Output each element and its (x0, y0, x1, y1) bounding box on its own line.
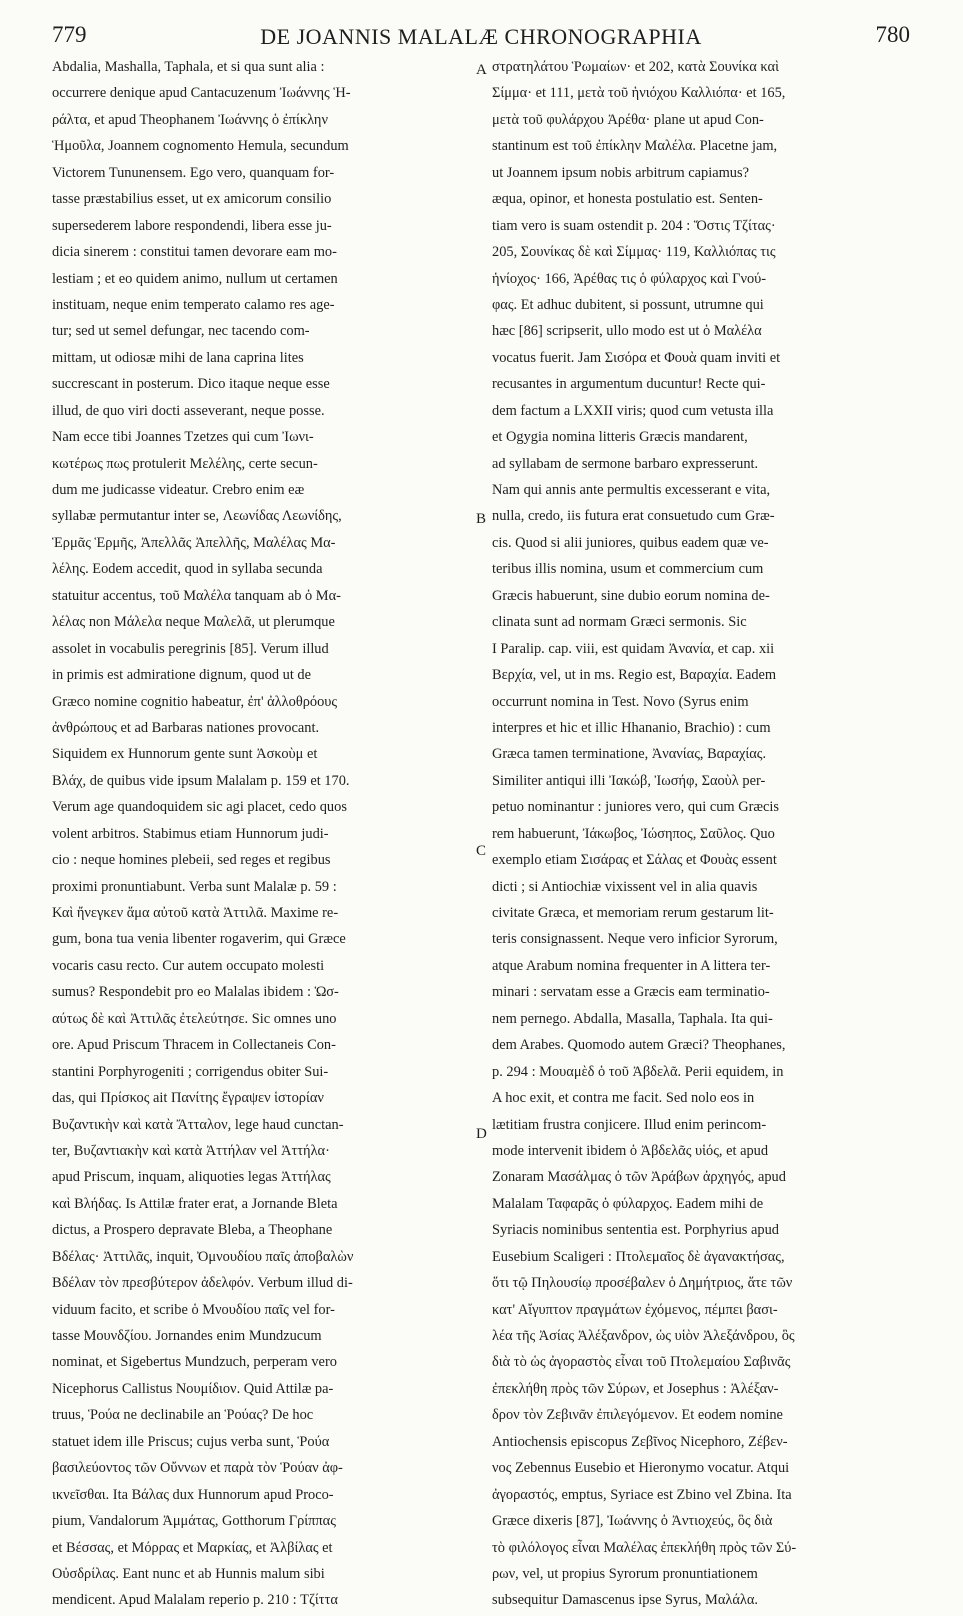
text-line: minari : servatam esse a Græcis eam terminatio- (492, 984, 770, 1001)
text-line: das, qui Πρίσκος ait Πανίτης ἔγραψεν ἱστορίαν (52, 1090, 324, 1107)
text-line: dem factum a LXXII viris; quod cum vetusta illa (492, 402, 774, 419)
text-line: supersederem labore respondendi, libera esse ju- (52, 217, 332, 234)
text-line: clinata sunt ad normam Græci sermonis. Sic (492, 614, 747, 631)
text-line: Ἡμοῦλα, Joannem cognomento Hemula, secundum (52, 138, 349, 155)
text-line: tur; sed ut semel defungar, nec tacendo com- (52, 323, 310, 340)
page-header (52, 8, 910, 56)
text-line: Siquidem ex Hunnorum gente sunt Ἀσκοὺμ et (52, 746, 318, 763)
text-line: mendicent. Apud Malalam reperio p. 210 : Τζίττα (52, 1592, 338, 1609)
text-line: Verum age quandoquidem sic agi placet, cedo quos (52, 799, 347, 816)
text-line: Nam qui annis ante permultis excesserant e vita, (492, 482, 771, 498)
text-line: Græco nomine cognitio habeatur, ἐπ' ἀλλοθρόους (52, 693, 338, 710)
text-line: gum, bona tua venia libenter rogaverim, qui Græce (52, 931, 346, 948)
text-line: ut Joannem ipsum nobis arbitrum capiamus? (492, 164, 749, 181)
page-number-right: 780 (875, 22, 910, 47)
text-line: cis. Quod si alii juniores, quibus eadem quæ ve- (492, 534, 769, 551)
text-line: viduum facito, et scribe ὁ Μνουδίου παῖς vel for- (52, 1301, 335, 1318)
text-line: ἀνθρώπους et ad Barbaras nationes provocant. (52, 719, 320, 736)
text-line: Græcis habuerunt, sine dubio eorum nomina de- (492, 587, 770, 604)
text-line: exemplo etiam Σισάρας et Σάλας et Φουὰς essent (492, 852, 777, 869)
text-line: Similiter antiqui illi Ἰακώβ, Ἰωσήφ, Σαοὺλ per- (492, 772, 766, 789)
text-line: dum me judicasse videatur. Crebro enim eæ (52, 482, 305, 498)
text-line: pium, Vandalorum Ἀμμάτας, Gotthorum Γρίππας (52, 1513, 336, 1530)
margin-letter-a: A (476, 62, 487, 78)
text-line: sumus? Respondebit pro eo Malalas ibidem : Ὡσ- (52, 984, 339, 1001)
text-line: tasse Μουνδζίου. Jornandes enim Mundzucum (52, 1328, 322, 1344)
text-line: στρατηλάτου Ῥωμαίων· et 202, κατὰ Σουνίκα καὶ (492, 59, 779, 75)
text-line: nulla, credo, iis futura erat consuetudo cum Græ- (492, 508, 775, 525)
text-line: Victorem Tununensem. Ego vero, quanquam for- (52, 164, 335, 181)
text-line: κατ' Αἴγυπτον πραγμάτων ἐχόμενος, πέμπει βασι- (492, 1301, 778, 1318)
text-line: truus, Ῥούα ne declinabile an Ῥούας? De hoc (52, 1407, 314, 1424)
text-line: μετὰ τοῦ φυλάρχου Ἀρέθα· plane ut apud Con- (492, 111, 764, 128)
text-line: λέλης. Eodem accedit, quod in syllaba secunda (52, 561, 323, 578)
text-line: dictus, a Prospero depravate Bleba, a Theophane (52, 1222, 333, 1239)
text-line: Græca tamen terminatione, Ἀνανίας, Βαραχίας. (492, 746, 767, 763)
text-line: in primis est admiratione dignum, quod ut de (52, 667, 311, 684)
text-line: διὰ τὸ ὡς ἀγοραστὸς εἶναι τοῦ Πτολεμαίου Σαβινᾶς (492, 1354, 791, 1371)
text-line: λέλας non Μάλελα neque Μαλελᾶ, ut plerumque (52, 614, 335, 631)
text-line: mode intervenit ibidem ὁ Ἀβδελᾶς υἱός, et apud (492, 1142, 769, 1159)
text-line: ἐπεκλήθη πρὸς τῶν Σύρων, et Josephus : Ἀλέξαν- (492, 1380, 779, 1397)
text-line: statuitur accentus, τοῦ Μαλέλα tanquam ab ὁ Μα- (52, 587, 341, 604)
text-line: φας. Et adhuc dubitent, si possunt, utrumne qui (492, 296, 764, 313)
text-line: ad syllabam de sermone barbaro expresserunt. (492, 455, 759, 472)
text-line: ὅτι τῷ Πηλουσίῳ προσέβαλεν ὁ Δημήτριος, ἅτε τῶν (492, 1275, 793, 1292)
text-line: apud Priscum, inquam, aliquoties legas Ἀττήλας (52, 1169, 331, 1186)
text-line: teribus illis nomina, usum et commercium cum (492, 561, 764, 578)
text-line: Ἑρμᾶς Ἑρμῆς, Ἀπελλᾶς Ἀπελλῆς, Μαλέλας Μα- (52, 534, 336, 551)
text-line: recusantes in argumentum ducuntur! Recte qui- (492, 376, 766, 393)
text-line: Βλάχ, de quibus vide ipsum Malalam p. 159 et 170. (52, 772, 350, 789)
text-line: καὶ Βλήδας. Is Attilæ frater erat, a Jornande Bleta (52, 1195, 338, 1212)
text-line: nem pernego. Abdalla, Masalla, Taphala. Ita qui- (492, 1010, 773, 1027)
text-line: stantinum est τοῦ ἐπίκλην Μαλέλα. Placetne jam, (492, 138, 778, 155)
text-line: dicia sinerem : constitui tamen devorare eam mo- (52, 244, 337, 261)
text-line: Βερχία, vel, ut in ms. Regio est, Βαραχία. Eadem (492, 667, 777, 684)
text-line: νος Zebennus Eusebio et Hieronymo vocatur. Atqui (492, 1460, 790, 1477)
text-line: ἡνίοχος· 166, Ἀρέθας τις ὁ φύλαρχος καὶ Γνού- (492, 270, 767, 287)
text-line: et Βέσσας, et Μόρρας et Μαρκίας, et Ἀλβίλας et (52, 1539, 333, 1556)
right-column (492, 56, 910, 1609)
text-line: βασιλεύοντος τῶν Οὔννων et παρὰ τὸν Ῥούαν ἀφ- (52, 1460, 343, 1477)
text-line: instituam, neque enim temperato calamo res age- (52, 296, 335, 313)
text-line: tasse præstabilius esset, ut ex amicorum consilio (52, 191, 332, 208)
text-line: Græce dixeris [87], Ἰωάννης ὁ Ἀντιοχεύς, ὃς διὰ (492, 1513, 773, 1530)
text-line: tiam vero is suam ostendit p. 204 : Ὅστις Τζίτας· (492, 217, 776, 234)
text-line: ἀγοραστός, emptus, Syriace est Zbino vel Zbina. Ita (492, 1486, 792, 1503)
text-line: Abdalia, Mashalla, Taphala, et si qua sunt alia : (52, 59, 325, 75)
text-line: proximi pronuntiabunt. Verba sunt Malalæ p. 59 : (52, 878, 337, 895)
running-title: DE JOANNIS MALALÆ CHRONOGRAPHIA (260, 24, 702, 49)
text-line: Σίμμα· et 111, μετὰ τοῦ ἡνιόχου Καλλιόπα· et 165, (492, 85, 786, 102)
text-line: Nicephorus Callistus Νουμίδιον. Quid Attilæ pa- (52, 1380, 334, 1397)
text-line: αύτως δὲ καὶ Ἀττιλᾶς ἐτελεύτησε. Sic omnes uno (52, 1010, 337, 1027)
text-line: Antiochensis episcopus Ζεβῖνος Nicephoro, Ζέβεν- (492, 1433, 788, 1450)
text-line: 205, Σουνίκας δὲ καὶ Σίμμας· 119, Καλλιόπας τις (492, 244, 776, 261)
left-column (52, 56, 470, 1609)
text-line: Nam ecce tibi Joannes Tzetzes qui cum Ἰωνι- (52, 429, 314, 446)
text-line: Καὶ ἤνεγκεν ἅμα αὐτοῦ κατὰ Ἀττιλᾶ. Maxime re- (52, 905, 339, 921)
text-line: et Ogygia nomina litteris Græcis mandarent, (492, 429, 748, 446)
text-line: occurrunt nomina in Test. Novo (Syrus enim (492, 693, 749, 710)
text-line: I Paralip. cap. viii, est quidam Ἀνανία, et cap. xii (492, 640, 775, 657)
text-line: interpres et hic et illic Hhananio, Brachio) : cum (492, 719, 771, 736)
text-line: ικνεῖσθαι. Ita Βάλας dux Hunnorum apud Proco- (52, 1486, 334, 1503)
text-line: teris consignassent. Neque vero inficior Syrorum, (492, 931, 778, 948)
text-line: Eusebium Scaligeri : Πτολεμαῖος δὲ ἀγανακτήσας, (492, 1248, 785, 1265)
text-line: ore. Apud Priscum Thracem in Collectaneis Con- (52, 1037, 336, 1054)
text-line: mittam, ut odiosæ mihi de lana caprina lites (52, 349, 304, 366)
text-line: ράλτα, et apud Theophanem Ἰωάννης ὁ ἐπίκλην (52, 111, 328, 128)
text-line: statuet idem ille Priscus; cujus verba sunt, Ῥούα (52, 1433, 330, 1450)
text-line: atque Arabum nomina frequenter in A littera ter- (492, 957, 771, 974)
text-line: hæc [86] scripserit, ullo modo est ut ὁ Μαλέλα (492, 323, 762, 340)
text-line: vocaris casu recto. Cur autem occupato molesti (52, 957, 325, 974)
text-line: civitate Græca, et memoriam rerum gestarum lit- (492, 905, 774, 921)
text-line: lestiam ; et eo quidem animo, nullum ut certamen (52, 270, 338, 287)
text-line: lætitiam frustra conjicere. Illud enim perincom- (492, 1116, 767, 1133)
text-line: subsequitur Damascenus ipse Syrus, Μαλάλα. (492, 1592, 759, 1609)
text-line: stantini Porphyrogeniti ; corrigendus obiter Sui- (52, 1063, 329, 1080)
text-line: dem Arabes. Quomodo autem Græci? Theophanes, (492, 1037, 786, 1054)
margin-letter-c: C (476, 843, 487, 859)
text-line: volent arbitros. Stabimus etiam Hunnorum judi- (52, 825, 329, 842)
text-line: Malalam Ταφαρᾶς ὁ φύλαρχος. Eadem mihi de (492, 1195, 764, 1212)
text-line: vocatus fuerit. Jam Σισόρα et Φουὰ quam inviti et (492, 349, 781, 366)
text-line: nominat, et Sigebertus Mundzuch, perperam vero (52, 1354, 337, 1371)
margin-letter-d: D (476, 1126, 487, 1142)
text-line: Syriacis nominibus sententia est. Porphyrius apud (492, 1222, 779, 1239)
text-line: Zonaram Μασάλμας ὁ τῶν Ἀράβων ἀρχηγός, apud (492, 1169, 786, 1186)
text-line: assolet in vocabulis peregrinis [85]. Verum illud (52, 640, 329, 657)
text-line: Βυζαντικὴν καὶ κατὰ Ἄτταλον, lege haud cunctan- (52, 1116, 344, 1133)
text-line: ter, Βυζαντιακὴν καὶ κατὰ Ἀττήλαν vel Ἀττήλα· (52, 1142, 330, 1159)
page-number-left: 779 (52, 22, 87, 47)
text-line: succrescant in posterum. Dico itaque neque esse (52, 376, 330, 393)
text-line: cio : neque homines plebeii, sed reges et regibus (52, 852, 331, 869)
text-line: κωτέρως πως protulerit Μελέλης, certe secun- (52, 455, 318, 472)
text-line: λέα τῆς Ἀσίας Ἀλέξανδρον, ὡς υἱὸν Ἀλεξάνδρου, ὃς (492, 1328, 795, 1344)
text-line: æqua, opinor, et honesta postulatio est. Senten- (492, 191, 763, 208)
text-line: Οὐσδρίλας. Eant nunc et ab Hunnis malum sibi (52, 1565, 325, 1582)
text-line: A hoc exit, et contra me facit. Sed nolo eos in (492, 1090, 755, 1107)
text-line: syllabæ permutantur inter se, Λεωνίδας Λεωνίδης, (52, 508, 342, 525)
text-line: Βδέλας· Ἀττιλᾶς, inquit, Ὀμνουδίου παῖς ἀποβαλὼν (52, 1248, 354, 1265)
text-line: petuo nominantur : juniores vero, qui cum Græcis (492, 799, 779, 816)
text-line: τὸ φιλόλογος εἶναι Μαλέλας ἐπεκλήθη πρὸς τῶν Σύ- (492, 1539, 797, 1556)
text-line: p. 294 : Μουαμὲδ ὁ τοῦ Ἀβδελᾶ. Perii equidem, in (492, 1063, 784, 1080)
text-line: δρον τὸν Ζεβινᾶν ἐπιλεγόμενον. Et eodem nomine (492, 1407, 783, 1424)
text-line: dicti ; si Antiochiæ vixissent vel in alia quavis (492, 878, 758, 895)
text-line: illud, de quo viri docti asseverant, neque posse. (52, 402, 325, 419)
text-line: ρων, vel, ut propius Syrorum pronuntiationem (492, 1565, 758, 1582)
text-line: Βδέλαν τὸν πρεσβύτερον ἀδελφόν. Verbum illud di- (52, 1275, 353, 1292)
text-line: rem habuerunt, Ἰάκωβος, Ἰώσηπος, Σαῦλος. Quo (492, 825, 775, 842)
text-line: occurrere denique apud Cantacuzenum Ἰωάννης Ἡ- (52, 85, 351, 102)
margin-letter-b: B (476, 511, 487, 527)
